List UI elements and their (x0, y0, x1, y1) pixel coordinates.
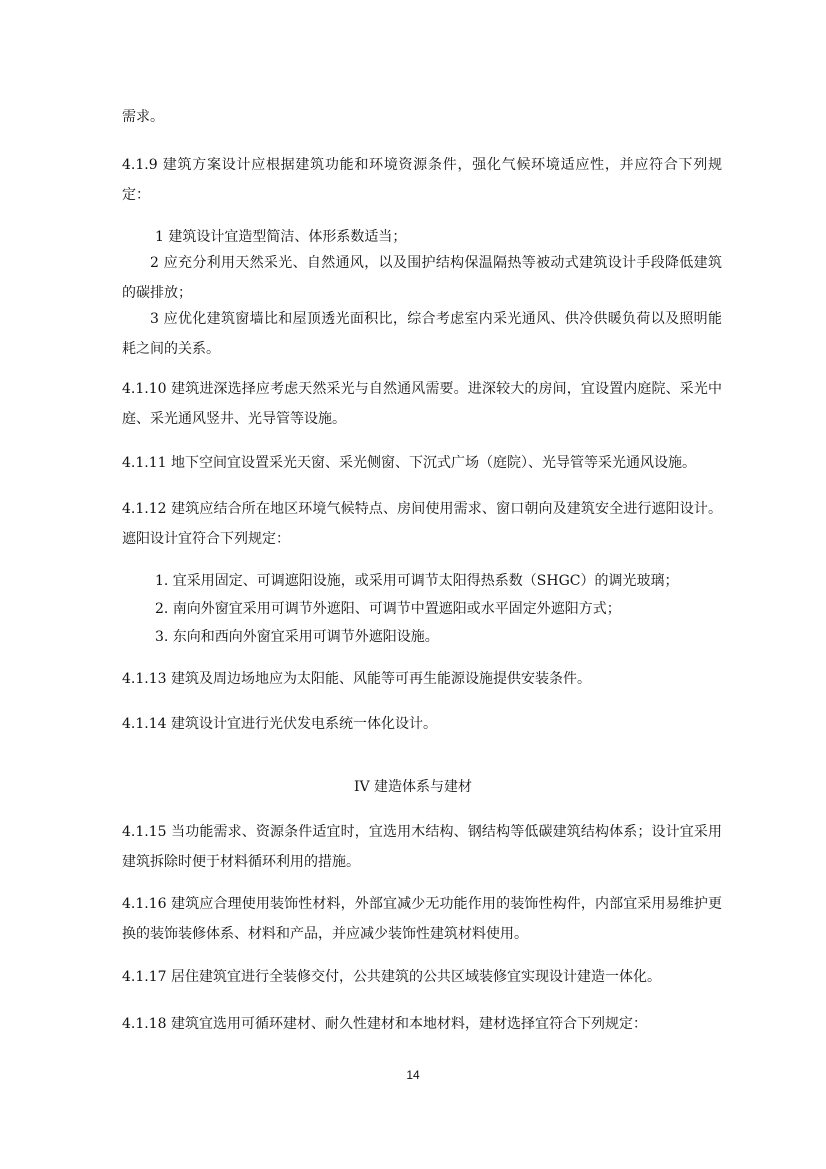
clause-4-1-17: 4.1.17 居住建筑宜进行全装修交付，公共建筑的公共区域装修宜实现设计建造一体化。 (122, 969, 661, 985)
clause-4-1-12-item-2: 2. 南向外窗宜采用可调节外遮阳、可调节中置遮阳或水平固定外遮阳方式； (155, 601, 621, 617)
continued-text: 需求。 (122, 109, 164, 125)
page-number: 14 (406, 1068, 420, 1082)
clause-4-1-9: 4.1.9 建筑方案设计应根据建筑功能和环境资源条件，强化气候环境适应性，并应符合下列规定： (122, 157, 722, 203)
clause-4-1-11: 4.1.11 地下空间宜设置采光天窗、采光侧窗、下沉式广场（庭院）、光导管等采光通风设施。 (122, 455, 696, 471)
clause-4-1-14: 4.1.14 建筑设计宜进行光伏发电系统一体化设计。 (122, 716, 437, 732)
clause-4-1-12-item-3: 3. 东向和西向外窗宜采用可调节外遮阳设施。 (155, 629, 439, 645)
clause-4-1-13: 4.1.13 建筑及周边场地应为太阳能、风能等可再生能源设施提供安装条件。 (122, 671, 591, 687)
clause-4-1-15: 4.1.15 当功能需求、资源条件适宜时，宜选用木结构、钢结构等低碳建筑结构体系；设计宜采用建筑拆除时便于材料循环利用的措施。 (122, 824, 722, 870)
clause-4-1-18: 4.1.18 建筑宜选用可循环建材、耐久性建材和本地材料，建材选择宜符合下列规定： (122, 1016, 647, 1032)
clause-4-1-12-item-1: 1. 宜采用固定、可调遮阳设施，或采用可调节太阳得热系数（SHGC）的调光玻璃； (155, 573, 679, 589)
clause-4-1-9-item-1: 1 建筑设计宜造型简洁、体形系数适当； (155, 229, 407, 245)
clause-4-1-9-item-3: 3 应优化建筑窗墙比和屋顶透光面积比，综合考虑室内采光通风、供冷供暖负荷以及照明能耗之间的关系。 (122, 311, 722, 357)
clause-4-1-16: 4.1.16 建筑应合理使用装饰性材料，外部宜减少无功能作用的装饰性构件，内部宜采用易维护更换的装饰装修体系、材料和产品，并应减少装饰性建筑材料使用。 (122, 896, 722, 942)
section-heading-iv: IV 建造体系与建材 (353, 779, 473, 795)
clause-4-1-12: 4.1.12 建筑应结合所在地区环境气候特点、房间使用需求、窗口朝向及建筑安全进行遮阳设计。遮阳设计宜符合下列规定： (122, 501, 722, 547)
clause-4-1-9-item-2: 2 应充分利用天然采光、自然通风，以及围护结构保温隔热等被动式建筑设计手段降低建筑的碳排放； (122, 255, 722, 301)
clause-4-1-10: 4.1.10 建筑进深选择应考虑天然采光与自然通风需要。进深较大的房间，宜设置内庭院、采光中庭、采光通风竖井、光导管等设施。 (122, 381, 722, 427)
